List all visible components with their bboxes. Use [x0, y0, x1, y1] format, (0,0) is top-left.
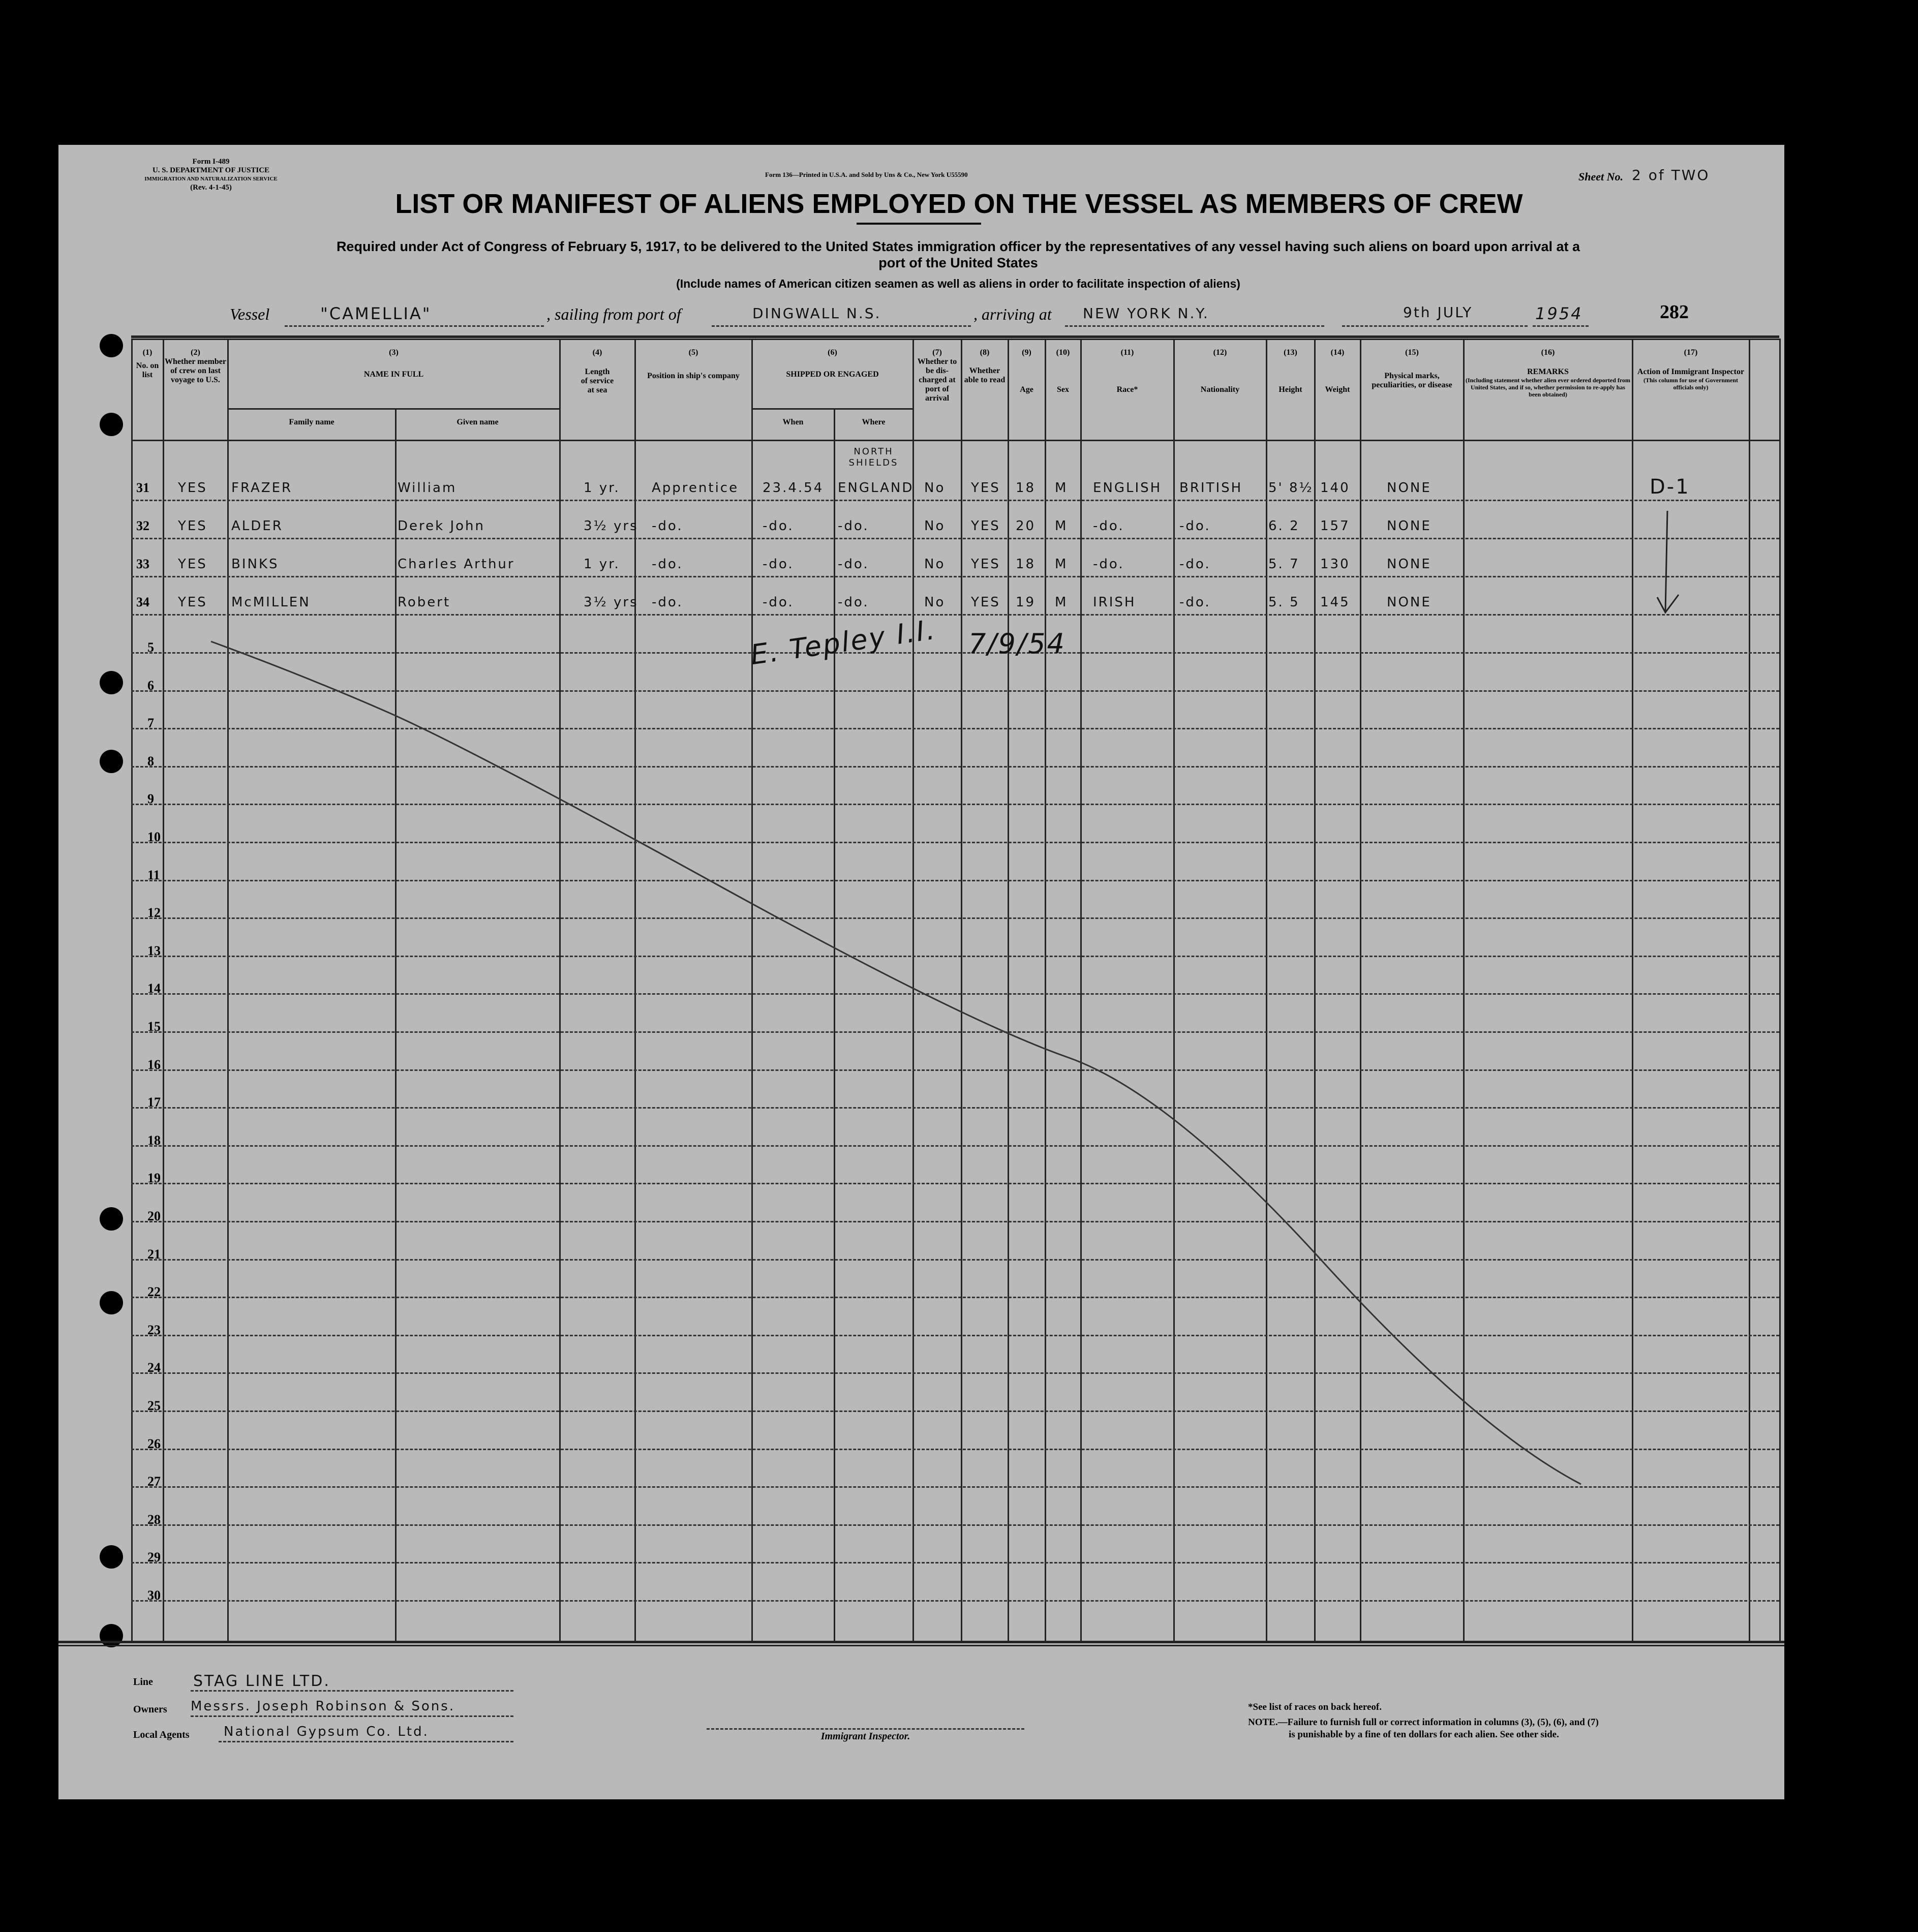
col9-num: (9)	[1022, 348, 1031, 357]
row-number: 22	[147, 1284, 161, 1299]
when-header: When	[782, 418, 804, 426]
col12-num: (12)	[1213, 348, 1227, 357]
sailing-port: DINGWALL N.S.	[752, 305, 881, 322]
page-title: LIST OR MANIFEST OF ALIENS EMPLOYED ON THE VESSEL AS MEMBERS OF CREW	[395, 189, 1523, 219]
family-name: McMILLEN	[231, 595, 311, 610]
row-number: 6	[147, 678, 154, 693]
note-line-2: is punishable by a fine of ten dollars for each alien. See other side.	[1289, 1729, 1559, 1740]
given-name-header: Given name	[456, 418, 499, 426]
nationality: -do.	[1179, 518, 1211, 534]
col17-num: (17)	[1684, 348, 1698, 357]
height: 5' 8½	[1268, 480, 1314, 496]
subtitle-3: (Include names of American citizen seamen as well as aliens in order to facilitate inspection of aliens)	[676, 277, 1240, 290]
sailing-label: , sailing from port of	[546, 305, 681, 323]
race: -do.	[1093, 518, 1124, 534]
row-number: 8	[147, 754, 154, 769]
col3-title: NAME IN FULL	[363, 370, 424, 379]
given-name: Robert	[398, 595, 451, 610]
row-number: 18	[147, 1133, 161, 1148]
row-number: 13	[147, 943, 161, 958]
nationality: -do.	[1179, 595, 1211, 610]
col16-note: (Including statement whether alien ever ordered deported from United States, and if so, whether permission to re-apply has been obtained)	[1465, 377, 1631, 398]
discharged: No	[924, 557, 946, 572]
sex: M	[1055, 557, 1068, 572]
length-of-service: 1 yr.	[584, 557, 620, 572]
row-number: 26	[147, 1436, 161, 1451]
length-of-service: 3½ yrs	[584, 518, 638, 534]
nationality: BRITISH	[1179, 480, 1243, 496]
row-number: 16	[147, 1057, 161, 1072]
discharged: No	[924, 595, 946, 610]
arrival-year: 1954	[1535, 304, 1583, 323]
physical-marks: NONE	[1387, 557, 1432, 572]
row-number: 21	[147, 1247, 161, 1262]
where-header: Where	[862, 418, 886, 426]
col14-num: (14)	[1330, 348, 1345, 357]
col12-title: Nationality	[1200, 385, 1240, 394]
position: -do.	[652, 518, 683, 534]
length-of-service: 1 yr.	[584, 480, 620, 496]
col16-num: (16)	[1541, 348, 1555, 357]
discharged: No	[924, 480, 946, 496]
inspector-signature-line	[707, 1728, 1024, 1730]
col15-num: (15)	[1405, 348, 1419, 357]
position: -do.	[652, 557, 683, 572]
col8-num: (8)	[980, 348, 990, 357]
col7-num: (7)	[932, 348, 942, 357]
physical-marks: NONE	[1387, 595, 1432, 610]
col1-title: No. on list	[136, 361, 159, 379]
weight: 157	[1320, 518, 1350, 534]
col13-title: Height	[1278, 385, 1302, 394]
row-number: 24	[147, 1360, 161, 1375]
shipped-when: -do.	[763, 557, 794, 572]
line-value: STAG LINE LTD.	[193, 1672, 330, 1690]
col11-num: (11)	[1120, 348, 1134, 357]
row-number: 19	[147, 1171, 161, 1185]
given-name: William	[398, 480, 457, 496]
col5-num: (5)	[688, 348, 698, 357]
agents-underline	[219, 1741, 513, 1742]
race: IRISH	[1093, 595, 1136, 610]
age: 18	[1016, 480, 1036, 496]
nationality: -do.	[1179, 557, 1211, 572]
col13-num: (13)	[1284, 348, 1297, 357]
row-number: 5	[147, 640, 154, 655]
north-shields-note: NORTH SHIELDS	[848, 446, 899, 468]
col6-num: (6)	[828, 348, 837, 357]
age: 18	[1016, 557, 1036, 572]
col17-title: Action of Immigrant Inspector	[1637, 367, 1745, 376]
sex: M	[1055, 595, 1068, 610]
row-number: 12	[147, 905, 161, 920]
col8-title: Whether able to read	[964, 366, 1006, 384]
inspector-label: Immigrant Inspector.	[820, 1731, 910, 1742]
sex: M	[1055, 480, 1068, 496]
family-name: ALDER	[231, 518, 283, 534]
row-number: 30	[147, 1588, 161, 1603]
row-number: 29	[147, 1550, 161, 1565]
col9-title: Age	[1020, 385, 1033, 394]
arrival-date: 9th JULY	[1403, 304, 1473, 321]
age: 20	[1016, 518, 1036, 534]
race-note: *See list of races on back hereof.	[1248, 1702, 1382, 1712]
vessel-name: "CAMELLIA"	[320, 304, 432, 323]
service: IMMIGRATION AND NATURALIZATION SERVICE	[144, 176, 278, 182]
owners-label: Owners	[133, 1704, 167, 1715]
shipped-where: -do.	[838, 595, 869, 610]
col2-num: (2)	[191, 348, 200, 357]
subtitle-1: Required under Act of Congress of February 5, 1917, to be delivered to the United States immigration officer by the representatives of any vessel having such aliens on board upon arrival at a	[336, 239, 1580, 254]
department: U. S. DEPARTMENT OF JUSTICE	[152, 166, 270, 174]
revision: (Rev. 4-1-45)	[190, 183, 232, 192]
shipped-where: -do.	[838, 557, 869, 572]
physical-marks: NONE	[1387, 518, 1432, 534]
row-number: 15	[147, 1019, 161, 1034]
weight: 145	[1320, 595, 1350, 610]
row-number: 20	[147, 1209, 161, 1223]
arriving-port: NEW YORK N.Y.	[1083, 305, 1209, 322]
col17-note: (This column for use of Government officials only)	[1643, 377, 1739, 391]
col15-title: Physical marks, peculiarities, or disease	[1372, 372, 1452, 389]
agents-value: National Gypsum Co. Ltd.	[224, 1724, 429, 1739]
crew-no: 34	[136, 595, 149, 609]
weight: 140	[1320, 480, 1350, 496]
agents-label: Local Agents	[133, 1729, 190, 1740]
subtitle-2: port of the United States	[878, 255, 1038, 270]
able-to-read: YES	[971, 557, 1000, 572]
able-to-read: YES	[971, 518, 1000, 534]
shipped-when: 23.4.54	[763, 480, 824, 496]
inspector-date: 7/9/54	[968, 628, 1066, 660]
position: Apprentice	[652, 480, 739, 496]
row-number: 23	[147, 1323, 161, 1337]
height: 5. 5	[1268, 595, 1300, 610]
row-number: 14	[147, 981, 161, 996]
col4-title: Length of service at sea	[581, 367, 614, 394]
last-voyage: YES	[178, 557, 207, 572]
row-number: 28	[147, 1512, 161, 1527]
row-number: 11	[147, 868, 160, 882]
crew-no: 32	[136, 518, 149, 533]
col10-title: Sex	[1057, 385, 1069, 394]
owners-value: Messrs. Joseph Robinson & Sons.	[191, 1699, 455, 1714]
able-to-read: YES	[971, 480, 1000, 496]
sheet-number: 2 of TWO	[1632, 167, 1710, 183]
last-voyage: YES	[178, 480, 207, 496]
shipped-when: -do.	[763, 518, 794, 534]
col16-title: REMARKS	[1527, 367, 1569, 376]
crew-no: 31	[136, 480, 149, 495]
sex: M	[1055, 518, 1068, 534]
col1-num: (1)	[142, 348, 153, 357]
col3-num: (3)	[389, 348, 399, 357]
form-id: Form I-489	[192, 158, 230, 166]
last-voyage: YES	[178, 518, 207, 534]
given-name: Charles Arthur	[398, 557, 515, 572]
discharged: No	[924, 518, 946, 534]
family-name-header: Family name	[289, 418, 334, 426]
row-number: 9	[147, 791, 154, 806]
age: 19	[1016, 595, 1036, 610]
owners-underline	[191, 1715, 513, 1717]
sheet-label: Sheet No.	[1578, 170, 1623, 183]
able-to-read: YES	[971, 595, 1000, 610]
height: 6. 2	[1268, 518, 1300, 534]
height: 5. 7	[1268, 557, 1300, 572]
length-of-service: 3½ yrs	[584, 595, 638, 610]
arriving-label: , arriving at	[973, 305, 1052, 323]
col7-title: Whether to be dis-charged at port of arrival	[917, 357, 957, 403]
race: -do.	[1093, 557, 1124, 572]
row-number: 17	[147, 1095, 161, 1110]
col5-title: Position in ship's company	[647, 372, 740, 380]
printer-line: Form 136—Printed in U.S.A. and Sold by Uns & Co., New York U55590	[765, 171, 968, 178]
row-number: 10	[147, 830, 161, 844]
row-number: 27	[147, 1474, 161, 1489]
col6-title: SHIPPED OR ENGAGED	[786, 370, 879, 379]
family-name: BINKS	[231, 557, 279, 572]
col14-title: Weight	[1325, 385, 1350, 394]
row-number: 7	[147, 716, 154, 730]
line-underline	[191, 1690, 513, 1692]
row-number: 25	[147, 1398, 161, 1413]
line-label: Line	[133, 1676, 153, 1688]
shipped-where: ENGLAND	[838, 480, 914, 496]
vessel-label: Vessel	[230, 305, 270, 323]
col10-num: (10)	[1056, 348, 1070, 357]
inspector-signature: E. Tepley I.I.	[748, 613, 938, 671]
family-name: FRAZER	[231, 480, 293, 496]
col2-title: Whether member of crew on last voyage to U.S.	[165, 357, 226, 384]
physical-marks: NONE	[1387, 480, 1432, 496]
given-name: Derek John	[398, 518, 485, 534]
note-line-1: NOTE.—Failure to furnish full or correct information in columns (3), (5), (6), and (7)	[1248, 1717, 1599, 1728]
position: -do.	[652, 595, 683, 610]
col4-num: (4)	[592, 348, 602, 357]
shipped-where: -do.	[838, 518, 869, 534]
race: ENGLISH	[1093, 480, 1162, 496]
last-voyage: YES	[178, 595, 207, 610]
inspector-action: D-1	[1650, 475, 1690, 499]
page-number: 282	[1660, 301, 1689, 323]
col11-title: Race*	[1116, 385, 1138, 394]
weight: 130	[1320, 557, 1350, 572]
crew-no: 33	[136, 557, 149, 571]
shipped-when: -do.	[763, 595, 794, 610]
